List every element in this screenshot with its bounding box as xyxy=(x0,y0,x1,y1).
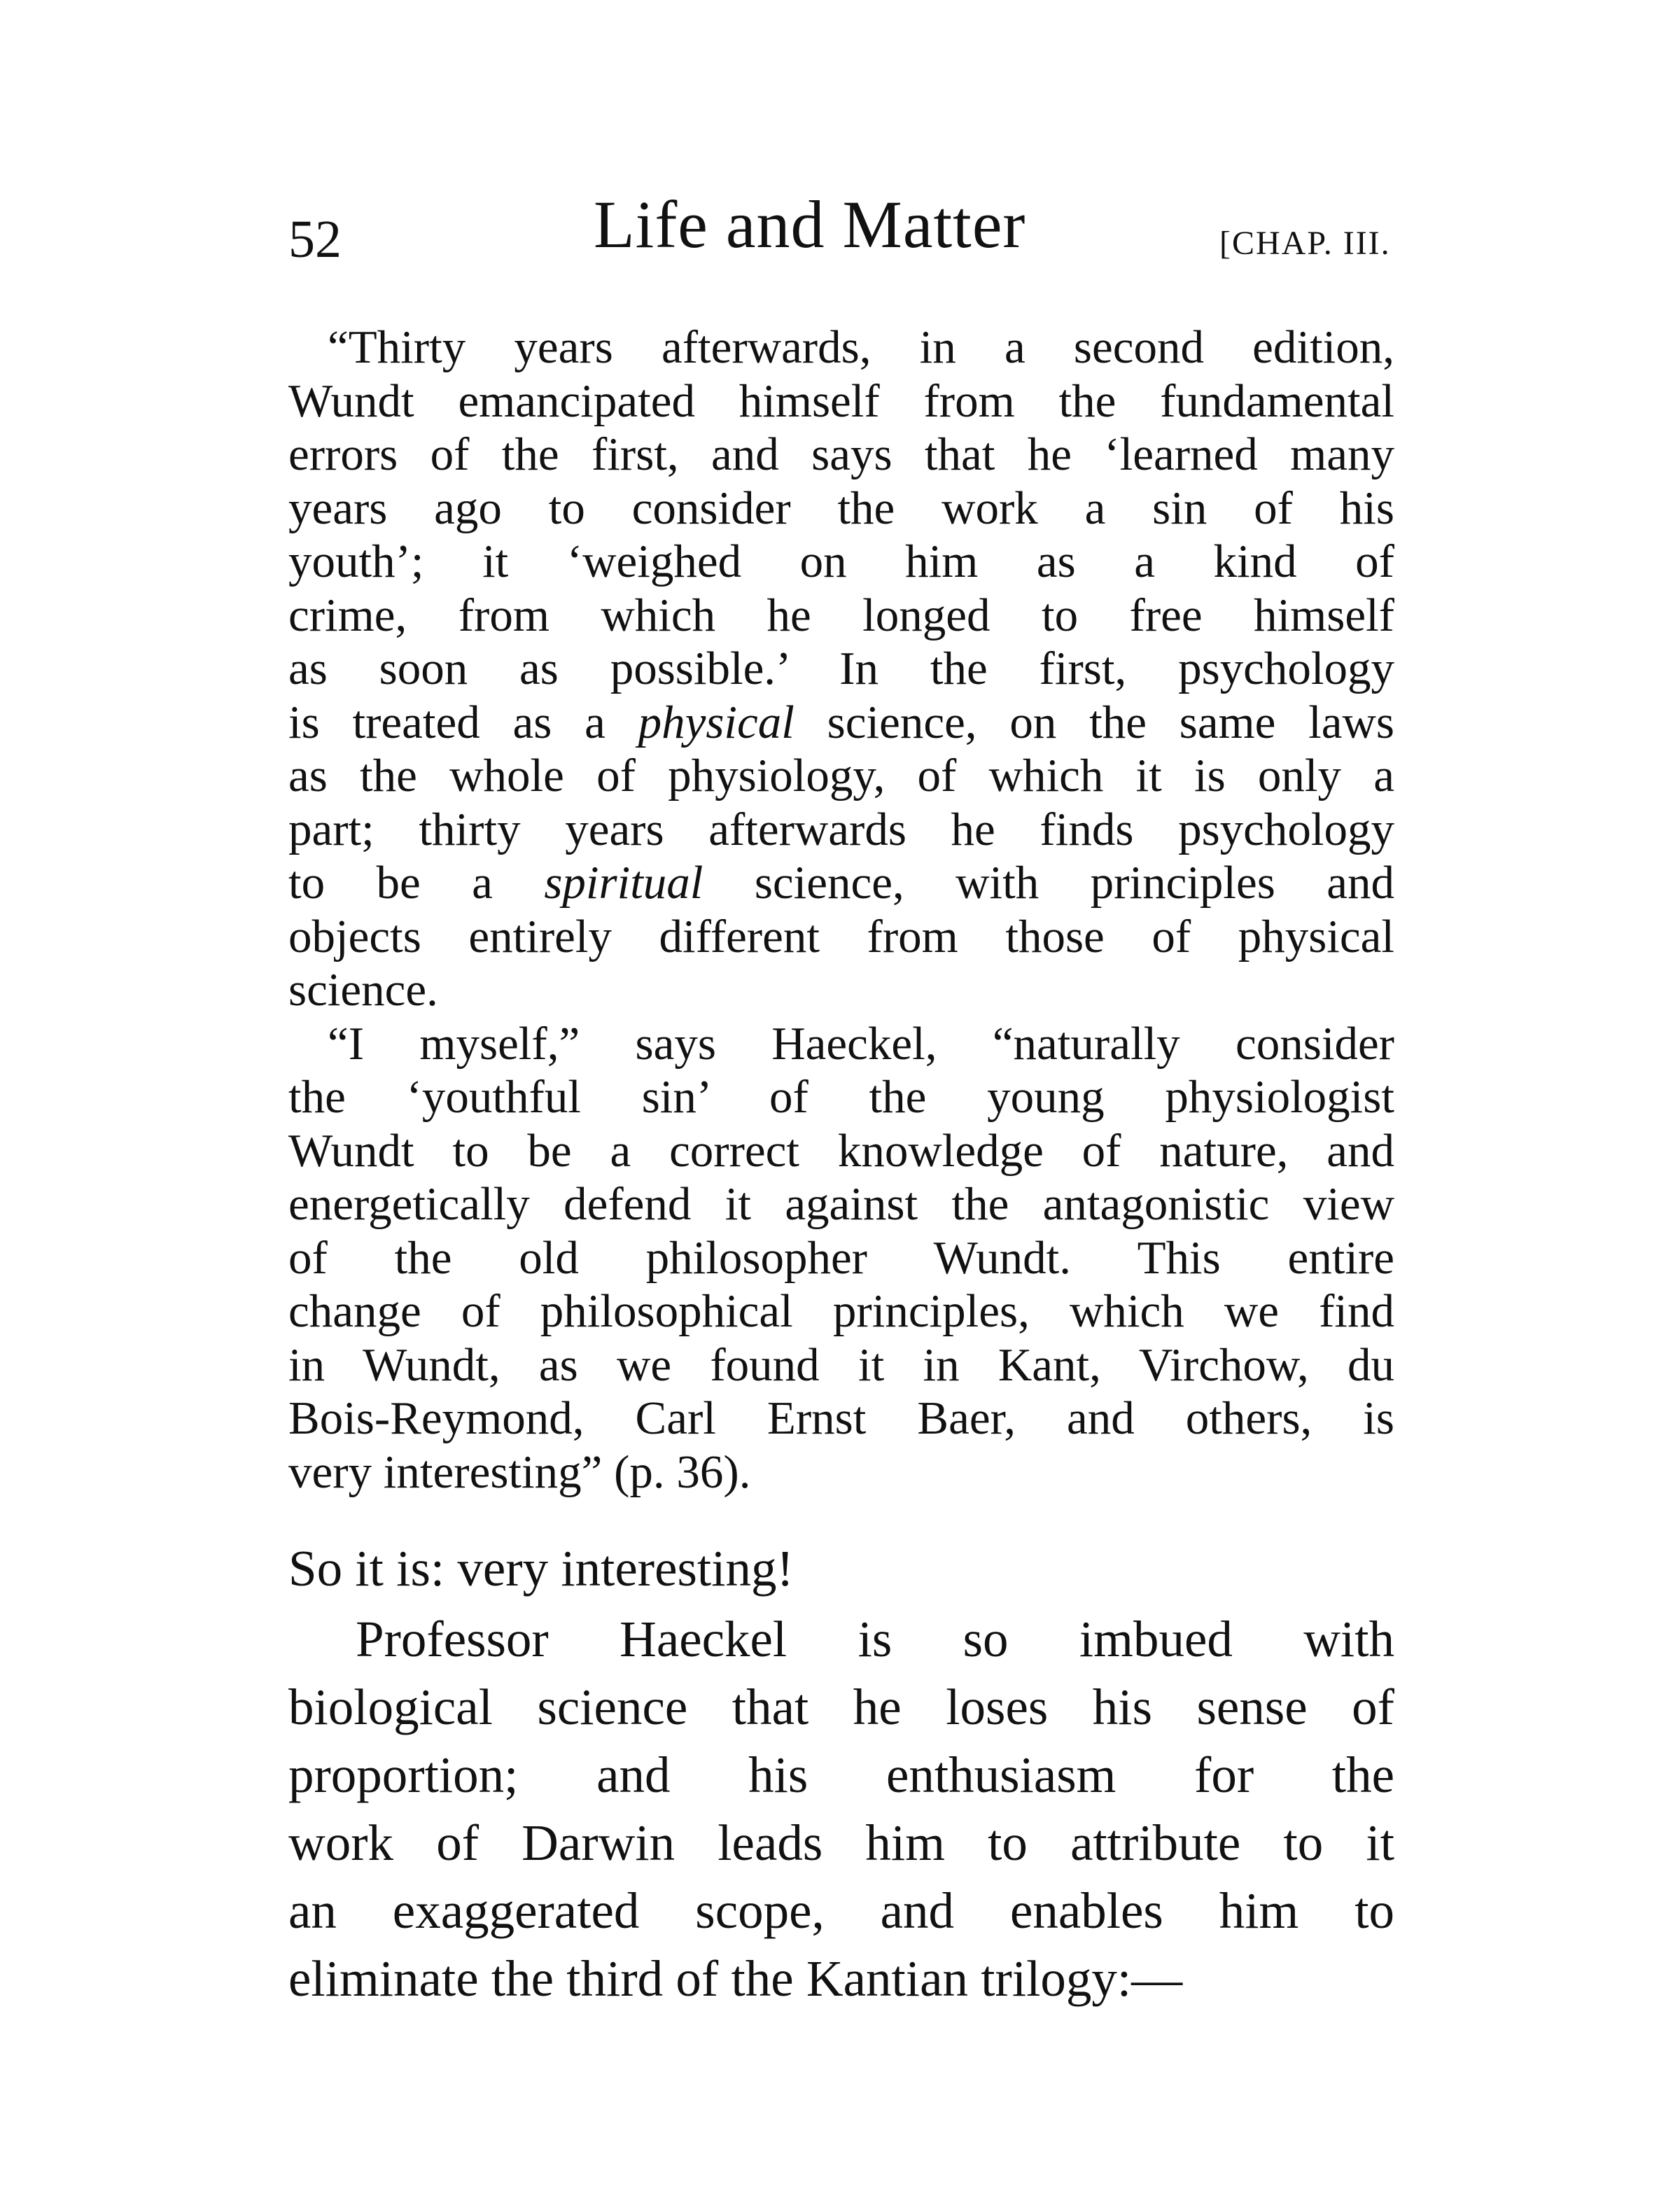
running-head xyxy=(288,188,1394,286)
text-run: is treated as a xyxy=(288,696,638,748)
text-line: work of Darwin leads him to attribute to it xyxy=(288,1814,1394,1871)
text-line: Professor Haeckel is so imbued with xyxy=(356,1611,1394,1667)
text-line: Wundt to be a correct knowledge of nature, and xyxy=(288,1124,1394,1177)
text-line: an exaggerated scope, and enables him to xyxy=(288,1882,1394,1939)
text-line: So it is: very interesting! xyxy=(288,1540,794,1597)
text-line: as the whole of physiology, of which it is only a xyxy=(288,750,1394,802)
text-line xyxy=(288,696,1394,750)
text-line xyxy=(288,856,1394,910)
text-run: to be a xyxy=(288,857,545,909)
quoted-passage xyxy=(288,321,1394,1499)
text-line: as soon as possible.’ In the first, psychology xyxy=(288,643,1394,694)
text-line: in Wundt, as we found it in Kant, Virchow, du xyxy=(288,1338,1394,1391)
italic-term: spiritual xyxy=(544,857,704,909)
text-line: change of philosophical principles, which we find xyxy=(288,1285,1394,1337)
page-number: 52 xyxy=(288,210,342,269)
text-line: “I myself,” says Haeckel, “naturally consider xyxy=(328,1017,1394,1070)
italic-term: physical xyxy=(638,696,794,748)
text-line: biological science that he loses his sense of xyxy=(288,1679,1394,1735)
text-run: science, with principles and xyxy=(703,857,1394,909)
text-line: Bois-Reymond, Carl Ernst Baer, and others, is xyxy=(288,1392,1394,1444)
running-title: Life and Matter xyxy=(594,187,1026,262)
text-line: Wundt emancipated himself from the fundamental xyxy=(288,374,1394,427)
text-line: the ‘youthful sin’ of the young physiologist xyxy=(288,1071,1394,1123)
text-line: years ago to consider the work a sin of his xyxy=(288,482,1394,534)
text-line: objects entirely different from those of physical xyxy=(288,910,1394,962)
text-line: “Thirty years afterwards, in a second edition, xyxy=(328,321,1394,373)
text-line: proportion; and his enthusiasm for the xyxy=(288,1746,1394,1803)
text-line: energetically defend it against the antagonistic view xyxy=(288,1178,1394,1230)
text-line: very interesting” (p. 36). xyxy=(288,1446,751,1498)
body-text xyxy=(288,1534,1394,2012)
text-line: youth’; it ‘weighed on him as a kind of xyxy=(288,536,1394,587)
text-line: science. xyxy=(288,964,438,1016)
text-line: errors of the first, and says that he ‘learned many xyxy=(288,428,1394,480)
text-line: crime, from which he longed to free himself xyxy=(288,589,1394,641)
text-line: of the old philosopher Wundt. This entire xyxy=(288,1231,1394,1284)
text-run: science, on the same laws xyxy=(794,696,1394,748)
text-line: part; thirty years afterwards he finds psychology xyxy=(288,803,1394,855)
text-line: eliminate the third of the Kantian trilogy:— xyxy=(288,1950,1183,2007)
chapter-tag: [CHAP. III. xyxy=(1219,225,1391,262)
